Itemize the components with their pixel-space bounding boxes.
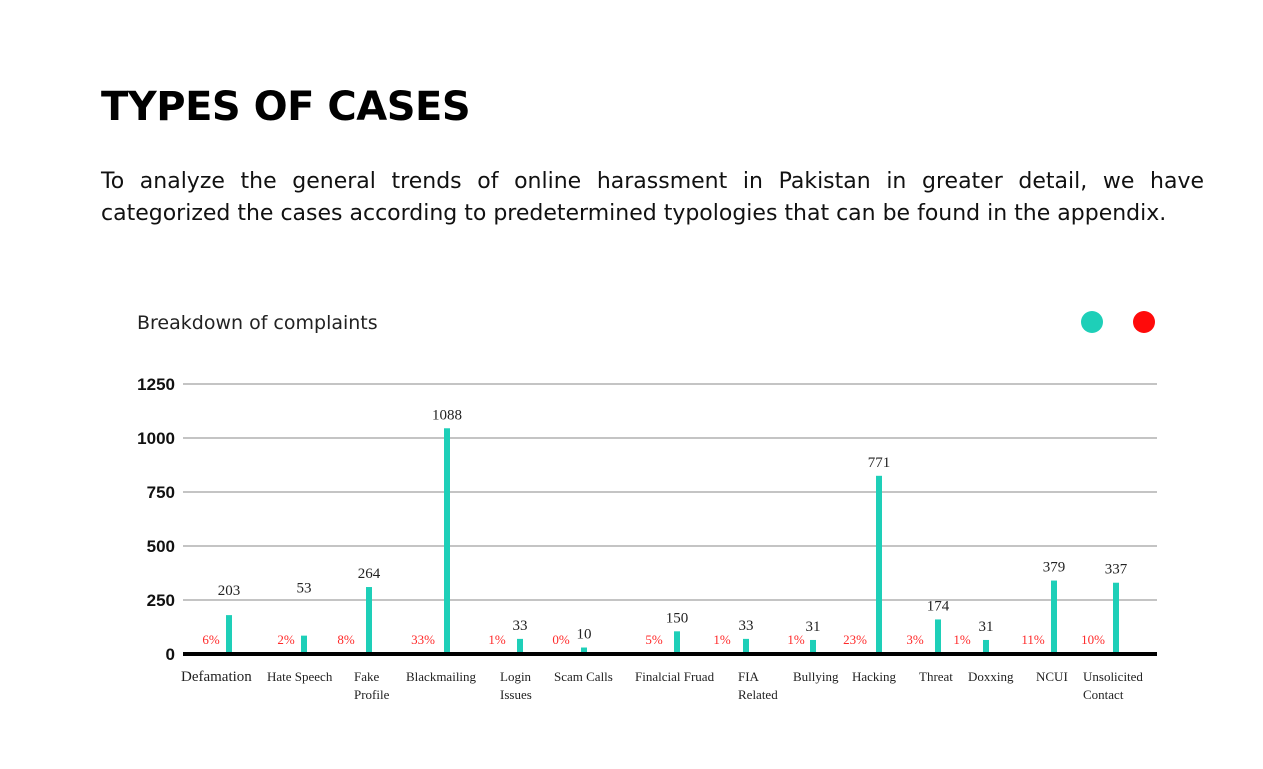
percent-label: 2%: [277, 632, 295, 647]
value-label: 771: [867, 454, 891, 471]
category-label-line: Defamation: [181, 669, 252, 685]
percent-label: 11%: [1021, 632, 1045, 647]
category-label-line: Scam Calls: [554, 669, 613, 684]
y-tick-label: 750: [146, 483, 175, 502]
category-label-line: Contact: [1083, 687, 1124, 702]
value-label: 31: [978, 618, 994, 635]
category-label-line: Threat: [919, 669, 953, 684]
percent-label: 0%: [552, 632, 570, 647]
percent-label: 6%: [202, 632, 220, 647]
percent-label: 10%: [1081, 632, 1105, 647]
category-label-line: FIA: [738, 669, 759, 684]
complaints-chart: [0, 290, 1263, 769]
bar: [876, 476, 882, 652]
category-label-line: Hate Speech: [267, 669, 333, 684]
percent-label: 5%: [645, 632, 663, 647]
bar: [1113, 583, 1119, 652]
bar: [444, 428, 450, 652]
category-label: [793, 669, 839, 684]
value-label: 53: [296, 580, 312, 597]
percent-label: 1%: [953, 632, 971, 647]
y-tick-label: 1000: [137, 429, 175, 448]
bar: [1051, 581, 1057, 652]
y-tick-label: 250: [146, 591, 175, 610]
percent-label: 1%: [787, 632, 805, 647]
category-label-line: Fake: [354, 669, 380, 684]
category-label: [267, 669, 333, 684]
category-label: [738, 669, 778, 702]
bar: [935, 619, 941, 652]
category-label-line: Bullying: [793, 669, 839, 684]
chart-title: Breakdown of complaints: [137, 312, 378, 334]
y-tick-label: 500: [146, 537, 175, 556]
bar: [366, 587, 372, 652]
percent-label: 33%: [411, 632, 435, 647]
category-label: [1083, 669, 1143, 702]
category-label-line: Issues: [500, 687, 532, 702]
complaints-chart-svg: [0, 290, 1263, 769]
bar: [517, 639, 523, 652]
bar: [810, 640, 816, 652]
bar: [743, 639, 749, 652]
category-label: [1036, 669, 1068, 684]
page-title: TYPES OF CASES: [101, 84, 471, 130]
category-label-line: Blackmailing: [406, 669, 477, 684]
y-tick-label: 0: [165, 645, 175, 664]
bar: [301, 636, 307, 652]
value-label: 33: [738, 617, 754, 634]
value-label: 379: [1042, 559, 1066, 576]
value-label: 203: [217, 583, 241, 600]
category-label: [635, 669, 715, 684]
category-label: [554, 669, 613, 684]
legend-dot-teal: [1081, 311, 1103, 333]
bar: [674, 631, 680, 652]
value-label: 337: [1104, 561, 1128, 578]
category-label-line: Hacking: [852, 669, 897, 684]
y-tick-label: 1250: [137, 375, 175, 394]
bar: [983, 640, 989, 652]
value-label: 33: [512, 617, 528, 634]
x-axis-labels: [181, 669, 1143, 702]
category-label: [354, 669, 390, 702]
percent-label: 3%: [906, 632, 924, 647]
percent-label: 23%: [843, 632, 867, 647]
percent-label: 1%: [488, 632, 506, 647]
intro-paragraph: To analyze the general trends of online harassment in Pakistan in greater detail, we have categorized the cases according to predetermined typologies that can be found in the appendix.: [101, 169, 1204, 226]
category-label-line: NCUI: [1036, 669, 1068, 684]
value-label: 174: [926, 598, 950, 615]
category-label-line: Profile: [354, 687, 390, 702]
value-label: 1088: [432, 407, 462, 424]
category-label: [181, 669, 252, 685]
value-label: 10: [576, 626, 592, 643]
bar: [581, 648, 587, 652]
percent-label: 8%: [337, 632, 355, 647]
category-label: [406, 669, 477, 684]
percent-labels: [202, 632, 1105, 647]
value-label: 150: [665, 610, 689, 627]
category-label-line: Doxxing: [968, 669, 1014, 684]
legend-dot-red: [1133, 311, 1155, 333]
category-label-line: Finalcial Fruad: [635, 669, 715, 684]
category-label: [500, 669, 532, 702]
value-label: 31: [805, 618, 821, 635]
bar: [226, 615, 232, 652]
category-label: [852, 669, 897, 684]
category-label-line: Related: [738, 687, 778, 702]
category-label: [968, 669, 1014, 684]
percent-label: 1%: [713, 632, 731, 647]
category-label-line: Unsolicited: [1083, 669, 1143, 684]
value-label: 264: [357, 566, 381, 583]
value-labels: [218, 407, 1128, 642]
category-label-line: Login: [500, 669, 532, 684]
y-axis-ticks: [137, 375, 175, 664]
category-label: [919, 669, 953, 684]
